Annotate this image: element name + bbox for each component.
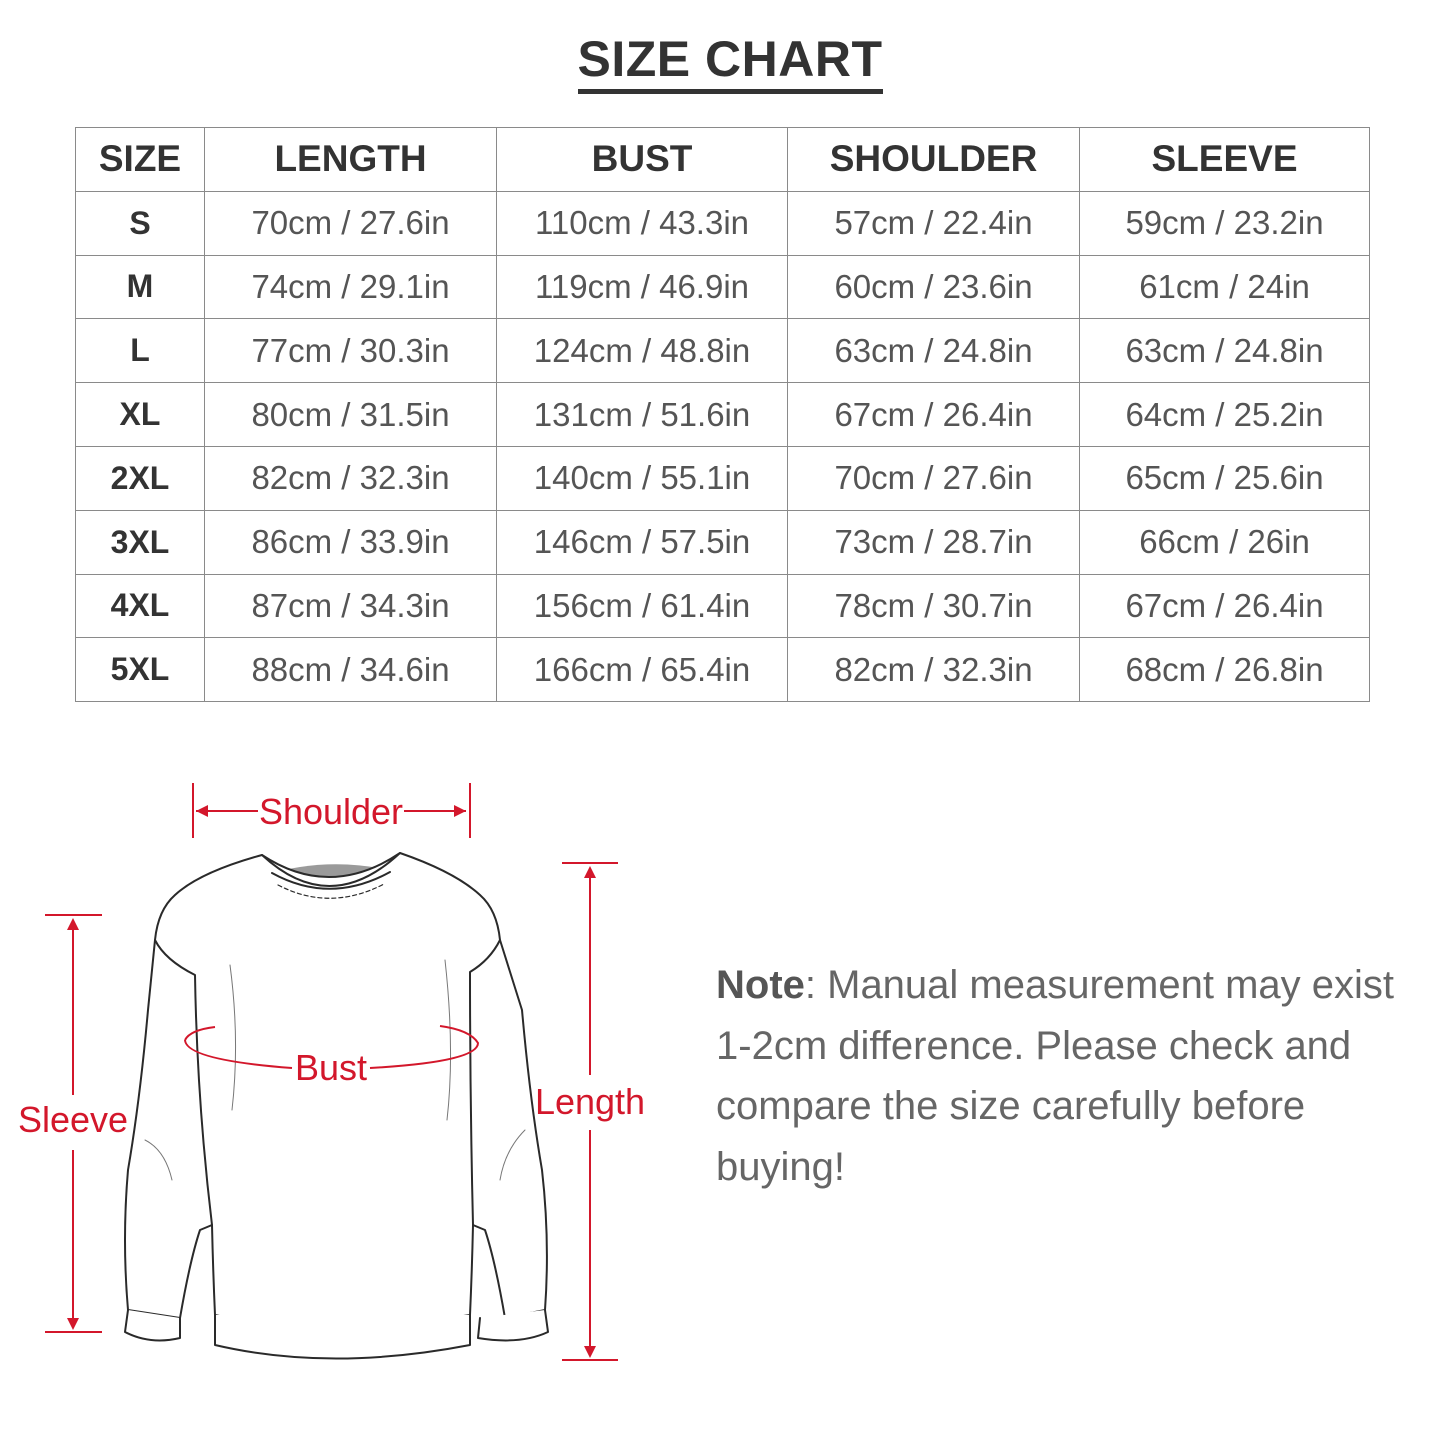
- bust-cell: 146cm / 57.5in: [497, 510, 788, 574]
- size-cell: S: [76, 191, 205, 255]
- sleeve-cell: 59cm / 23.2in: [1080, 191, 1370, 255]
- header-shoulder: SHOULDER: [788, 128, 1080, 192]
- size-chart-title: [0, 30, 1445, 88]
- sleeve-cell: 65cm / 25.6in: [1080, 446, 1370, 510]
- shoulder-cell: 67cm / 26.4in: [788, 383, 1080, 447]
- arrow-head-icon: [584, 1346, 596, 1358]
- arrow-head-icon: [584, 866, 596, 878]
- size-cell: 5XL: [76, 638, 205, 702]
- sleeve-cell: 66cm / 26in: [1080, 510, 1370, 574]
- shoulder-label: Shoulder: [258, 791, 404, 832]
- bust-cell: 156cm / 61.4in: [497, 574, 788, 638]
- length-cell: 87cm / 34.3in: [205, 574, 497, 638]
- right-cuff: [478, 1310, 548, 1340]
- size-cell: XL: [76, 383, 205, 447]
- bust-cell: 110cm / 43.3in: [497, 191, 788, 255]
- size-cell: 2XL: [76, 446, 205, 510]
- size-cell: M: [76, 255, 205, 319]
- sleeve-cell: 64cm / 25.2in: [1080, 383, 1370, 447]
- shoulder-cell: 57cm / 22.4in: [788, 191, 1080, 255]
- length-cell: 74cm / 29.1in: [205, 255, 497, 319]
- shoulder-cell: 82cm / 32.3in: [788, 638, 1080, 702]
- bust-cell: 166cm / 65.4in: [497, 638, 788, 702]
- sleeve-cell: 68cm / 26.8in: [1080, 638, 1370, 702]
- shoulder-cell: 60cm / 23.6in: [788, 255, 1080, 319]
- header-sleeve: SLEEVE: [1080, 128, 1370, 192]
- hem-band: [215, 1315, 470, 1359]
- bust-cell: 131cm / 51.6in: [497, 383, 788, 447]
- length-label: Length: [534, 1081, 646, 1122]
- bust-cell: 119cm / 46.9in: [497, 255, 788, 319]
- table-row: [76, 319, 1370, 383]
- arrow-head-icon: [196, 805, 208, 817]
- arrow-head-icon: [67, 1318, 79, 1330]
- length-cell: 70cm / 27.6in: [205, 191, 497, 255]
- length-cell: 88cm / 34.6in: [205, 638, 497, 702]
- header-size: SIZE: [76, 128, 205, 192]
- shoulder-cell: 78cm / 30.7in: [788, 574, 1080, 638]
- sleeve-label: Sleeve: [17, 1099, 129, 1140]
- length-cell: 77cm / 30.3in: [205, 319, 497, 383]
- table-row: [76, 446, 1370, 510]
- header-length: LENGTH: [205, 128, 497, 192]
- header-bust: BUST: [497, 128, 788, 192]
- sweatshirt-diagram: [0, 760, 700, 1400]
- table-row: [76, 574, 1370, 638]
- size-table-header-row: [76, 128, 1370, 192]
- note-lead: Note: [716, 963, 805, 1007]
- table-row: [76, 191, 1370, 255]
- shoulder-cell: 63cm / 24.8in: [788, 319, 1080, 383]
- length-cell: 82cm / 32.3in: [205, 446, 497, 510]
- shoulder-cell: 73cm / 28.7in: [788, 510, 1080, 574]
- size-table: [75, 127, 1370, 702]
- sleeve-cell: 67cm / 26.4in: [1080, 574, 1370, 638]
- sleeve-cell: 63cm / 24.8in: [1080, 319, 1370, 383]
- arrow-head-icon: [67, 918, 79, 930]
- sleeve-cell: 61cm / 24in: [1080, 255, 1370, 319]
- table-row: [76, 383, 1370, 447]
- table-row: [76, 255, 1370, 319]
- length-cell: 80cm / 31.5in: [205, 383, 497, 447]
- bust-cell: 140cm / 55.1in: [497, 446, 788, 510]
- size-cell: L: [76, 319, 205, 383]
- sweatshirt-body-outline: [125, 853, 547, 1328]
- measurement-note: [716, 955, 1406, 1197]
- size-cell: 4XL: [76, 574, 205, 638]
- size-cell: 3XL: [76, 510, 205, 574]
- table-row: [76, 638, 1370, 702]
- length-cell: 86cm / 33.9in: [205, 510, 497, 574]
- bust-cell: 124cm / 48.8in: [497, 319, 788, 383]
- size-chart-title-text: SIZE CHART: [578, 31, 883, 94]
- shoulder-cell: 70cm / 27.6in: [788, 446, 1080, 510]
- arrow-head-icon: [454, 805, 466, 817]
- bust-label: Bust: [294, 1047, 368, 1088]
- table-row: [76, 510, 1370, 574]
- note-text: : Manual measurement may exist 1-2cm difference. Please check and compare the size carefully before buying!: [716, 963, 1395, 1189]
